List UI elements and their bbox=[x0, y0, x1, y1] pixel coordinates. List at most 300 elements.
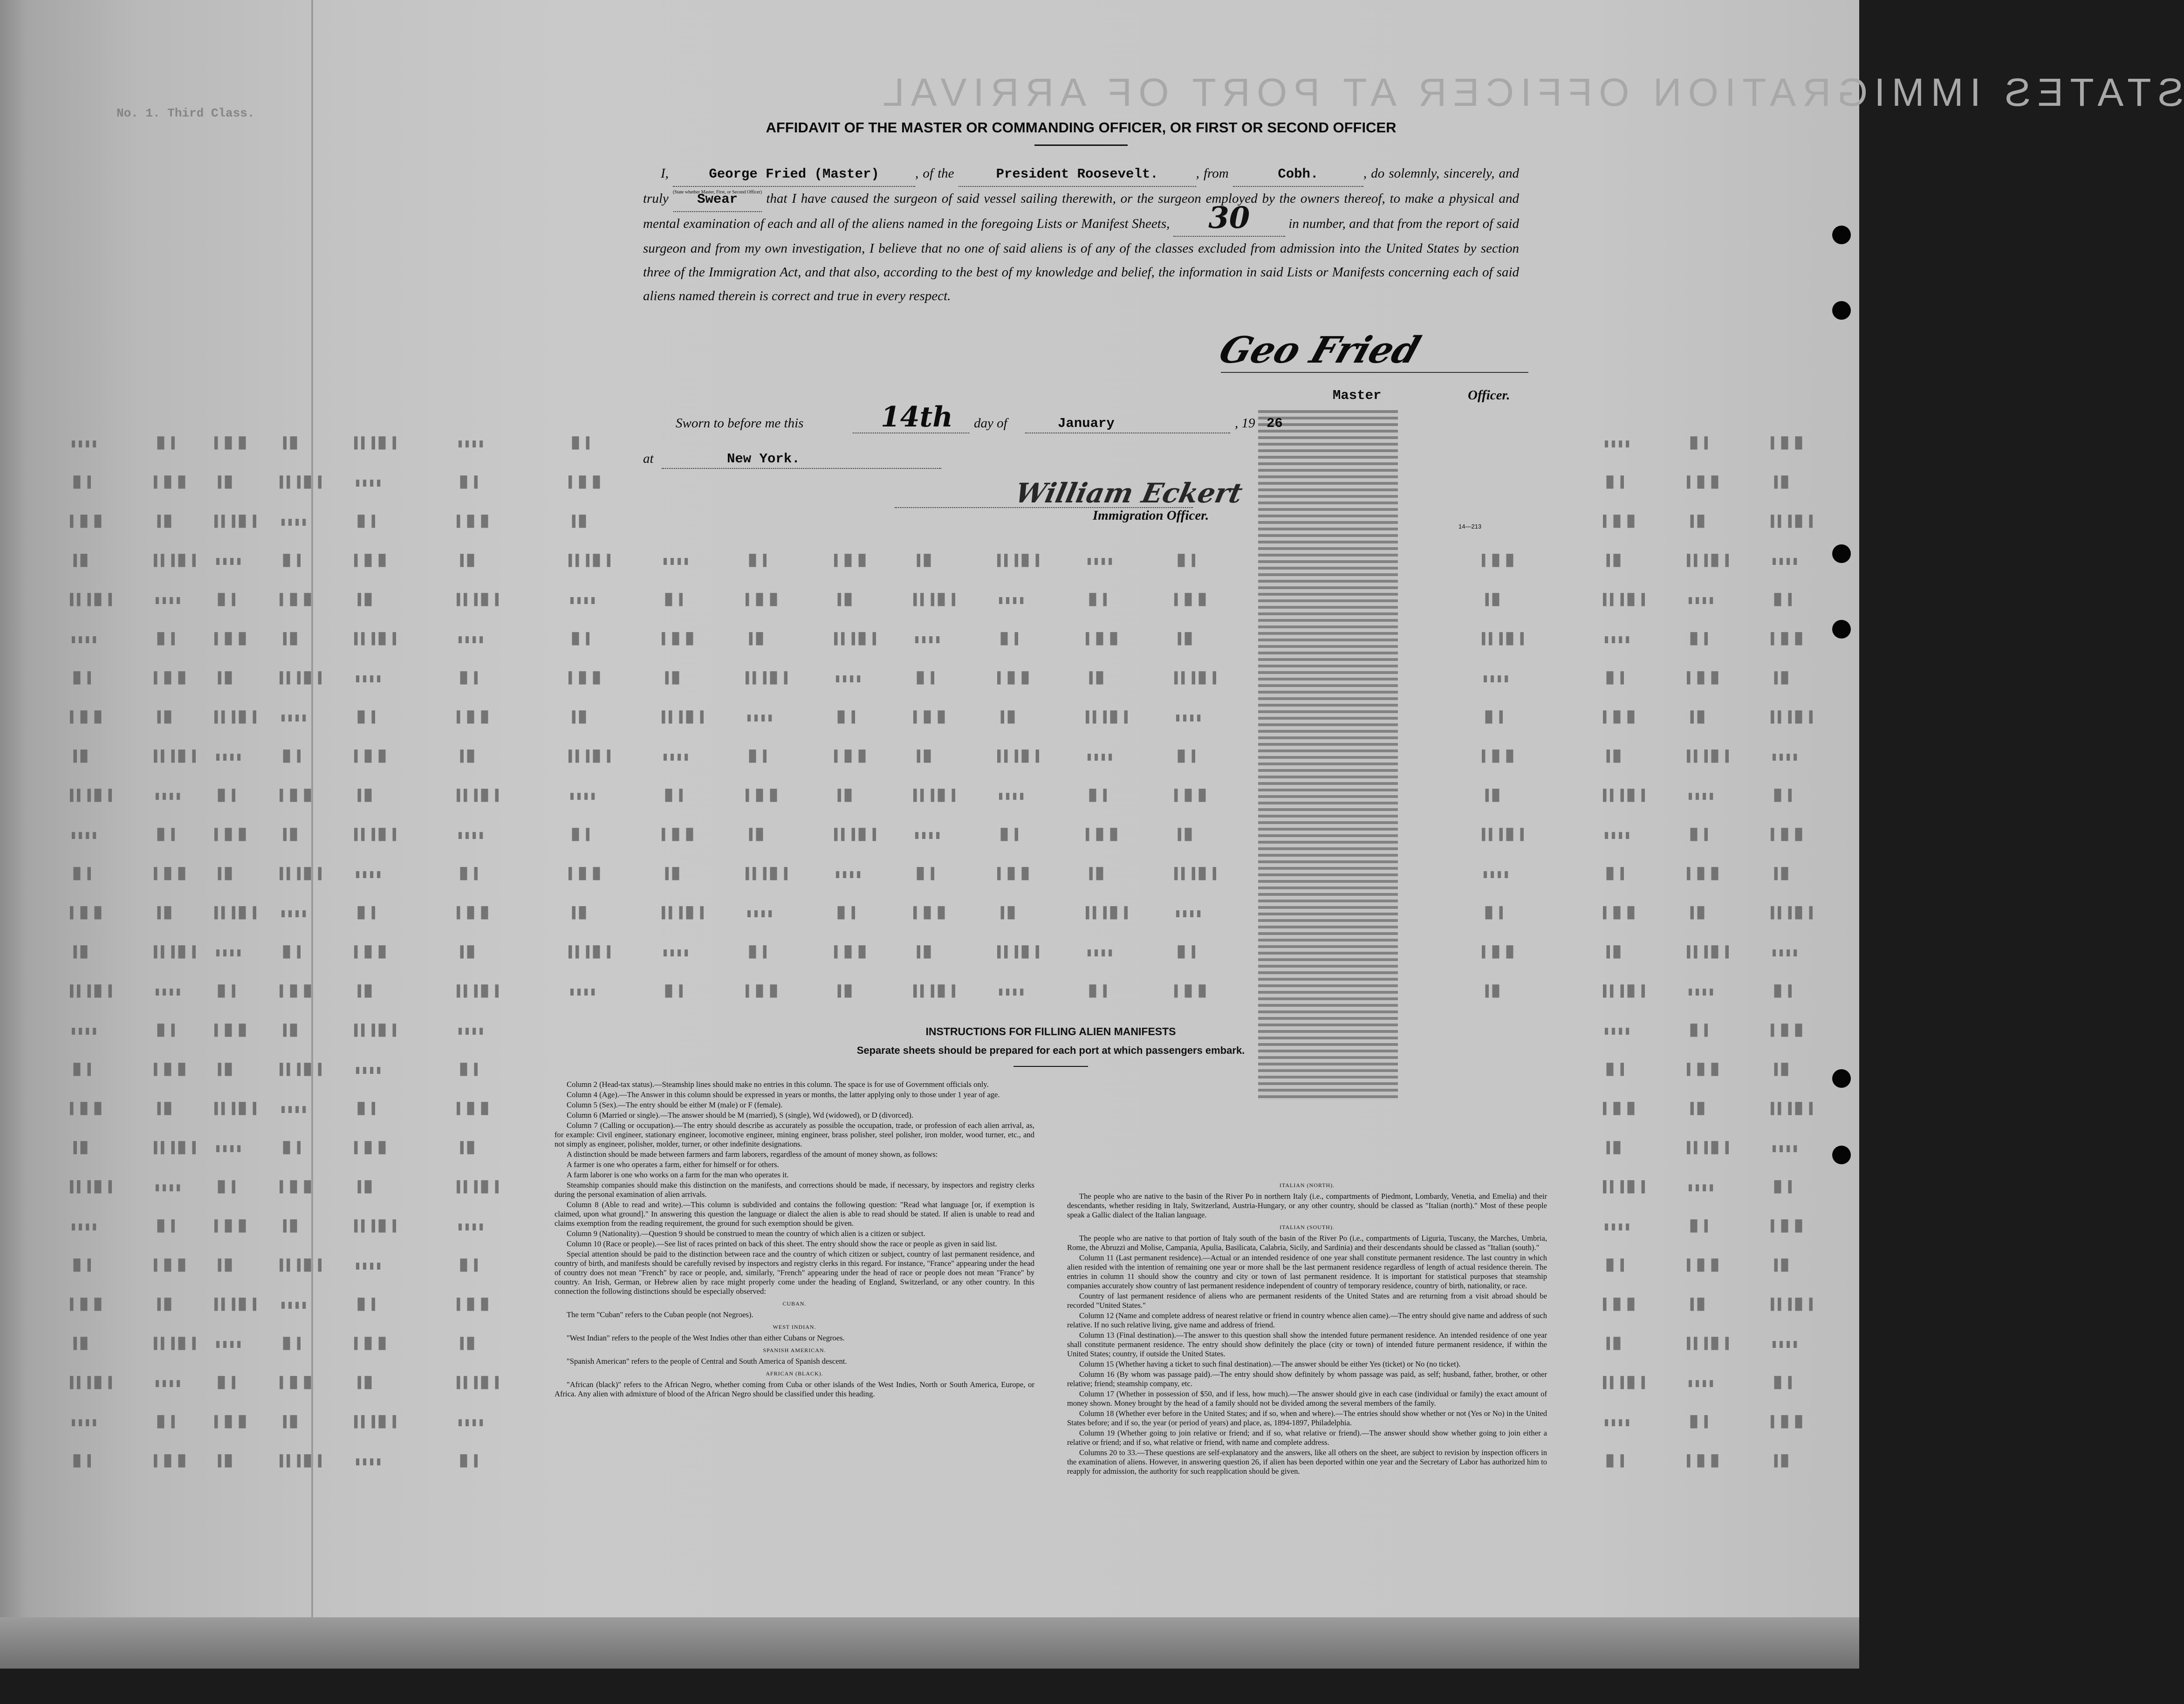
bleed-through-mark: ▐▌▐ bbox=[1603, 1454, 1624, 1468]
bleed-through-mark: ▐▌▐ bbox=[1174, 749, 1196, 763]
instruction-paragraph: Column 5 (Sex).—The entry should be either M (male) or F (female). bbox=[567, 1100, 783, 1109]
bleed-through-mark: ▐▌▐ bbox=[1771, 593, 1792, 606]
bleed-through-mark: ▐▌▐ bbox=[1174, 945, 1196, 959]
bleed-through-mark: ▐▌▐ bbox=[70, 867, 91, 880]
bleed-through-mark: ▌▐▌▐▌ bbox=[354, 749, 390, 763]
bleed-through-mark: ▐▌▐ bbox=[70, 1454, 91, 1468]
bleed-through-mark: ▮▮▮▮ bbox=[746, 907, 774, 921]
bleed-through-mark: ▌▐▌▐▌ bbox=[457, 515, 492, 528]
bleed-through-mark: ▐▐▌ bbox=[1771, 1258, 1792, 1272]
punch-hole bbox=[1832, 544, 1851, 563]
oath-body-1: that I have caused the surgeon of said vessel sailing therewith, or the surgeon employed by the owners thereof, to make a physical and mental examination of each and all of the aliens named in the foregoing Lists or Manifest Sheets, bbox=[643, 191, 1520, 231]
bleed-through-mark: ▌▌▐▐▌▐ bbox=[1603, 593, 1645, 606]
bleed-through-row bbox=[0, 671, 1859, 690]
bleed-through-mark: ▌▐▌▐▌ bbox=[214, 1219, 250, 1233]
bleed-through-mark: ▐▌▐ bbox=[1771, 984, 1792, 998]
italian-north-text: The people who are native to the basin of the River Po in northern Italy (i.e., compartments of Piedmont, Lombardy, Venetia, and Emelia) and their descendants, whether residing in Italy, Switzerland, Austria-Hungary, or any other country, should be classed as "Italian (north)." Most of these people speak a Gallic dialect of the Italian language. bbox=[1067, 1192, 1547, 1219]
bleed-through-mark: ▮▮▮▮ bbox=[1771, 750, 1799, 764]
bleed-through-mark: ▌▌▐▐▌▐ bbox=[1482, 828, 1524, 841]
bleed-through-mark: ▐▐▌ bbox=[913, 749, 935, 763]
instruction-paragraph: Column 15 (Whether having a ticket to such final destination).—The answer should be either Yes (ticket) or No (no ticket). bbox=[1079, 1360, 1461, 1368]
bleed-through-mark: ▐▐▌ bbox=[354, 984, 376, 998]
bleed-through-mark: ▮▮▮▮ bbox=[280, 907, 308, 921]
bleed-through-mark: ▐▐▌ bbox=[1482, 984, 1503, 998]
bleed-through-mark: ▮▮▮▮ bbox=[568, 594, 597, 607]
bleed-through-mark: ▮▮▮▮ bbox=[1687, 985, 1715, 999]
bleed-through-mark: ▌▌▐▐▌▐ bbox=[354, 436, 397, 450]
bleed-through-mark: ▌▐▌▐▌ bbox=[1687, 1454, 1722, 1468]
bleed-through-mark: ▐▌▐ bbox=[280, 1141, 301, 1154]
day-line bbox=[853, 432, 969, 433]
bleed-through-mark: ▌▌▐▐▌▐ bbox=[1174, 671, 1217, 685]
from-label: , from bbox=[1196, 166, 1229, 181]
bleed-through-mark: ▐▐▌ bbox=[1603, 945, 1624, 959]
bleed-through-mark: ▌▐▌▐▌ bbox=[1687, 1258, 1722, 1272]
bleed-through-mark: ▮▮▮▮ bbox=[1771, 555, 1799, 568]
bleed-through-mark: ▮▮▮▮ bbox=[457, 1024, 485, 1038]
bleed-through-mark: ▌▌▐▐▌▐ bbox=[662, 906, 704, 920]
bleed-through-mark: ▌▌▐▐▌▐ bbox=[280, 475, 322, 489]
bleed-through-mark: ▮▮▮▮ bbox=[154, 790, 182, 803]
instruction-paragraph: Column 17 (Whether in possession of $50, and if less, how much).—The answer should give in each case (individual or family) the exact amount of money shown. Money brought by the head of a family should not be divided among the several members of the family. bbox=[1067, 1389, 1547, 1408]
instruction-paragraph: Column 7 (Calling or occupation).—The entry should describe as accurately as possible the occupation, trade, or profession of each alien arrival, as, for example: Civil engineer, stationary engineer, locomotive engineer, mining engineer, brass polisher, steel polisher, iron molder, wood turner, etc., and not simply as engineer, polisher, molder, turner, or other indefinite designations. bbox=[555, 1121, 1034, 1148]
bleed-through-mark: ▌▌▐▐▌▐ bbox=[214, 710, 257, 724]
bleed-through-mark: ▐▐▌ bbox=[354, 1376, 376, 1389]
bleed-through-mark: ▌▐▌▐▌ bbox=[1603, 710, 1638, 724]
bleed-through-mark: ▐▌▐ bbox=[1086, 789, 1107, 802]
bleed-through-mark: ▮▮▮▮ bbox=[1086, 946, 1114, 960]
bleed-through-mark: ▌▐▌▐▌ bbox=[1687, 475, 1722, 489]
bleed-through-mark: ▌▌▐▐▌▐ bbox=[662, 710, 704, 724]
title-rule bbox=[1034, 144, 1128, 146]
bleed-through-row bbox=[0, 945, 1859, 964]
bleed-through-mark: ▌▐▌▐▌ bbox=[913, 710, 949, 724]
bleed-through-mark: ▌▐▌▐▌ bbox=[1687, 867, 1722, 880]
affidavit-text bbox=[643, 162, 1519, 308]
bleed-through-mark: ▐▐▌ bbox=[1174, 828, 1196, 841]
spanish-american-text: "Spanish American" refers to the people of Central and South America of Spanish descent. bbox=[567, 1357, 847, 1366]
bleed-through-mark: ▌▌▐▐▌▐ bbox=[354, 828, 397, 841]
bleed-through-mark: ▮▮▮▮ bbox=[280, 1299, 308, 1312]
bleed-through-mark: ▌▌▐▐▌▐ bbox=[1771, 1298, 1813, 1311]
bleed-through-mark: ▌▐▌▐▌ bbox=[834, 749, 869, 763]
bleed-through-mark: ▮▮▮▮ bbox=[1687, 1377, 1715, 1390]
bleed-through-row bbox=[0, 593, 1859, 612]
bleed-through-mark: ▐▐▌ bbox=[1687, 1298, 1708, 1311]
bleed-through-mark: ▐▌▐ bbox=[1174, 554, 1196, 567]
officer-note: (State whether Master, First, or Second Officer) bbox=[673, 190, 762, 195]
instruction-paragraph: A farmer is one who operates a farm, either for himself or for others. bbox=[567, 1160, 779, 1169]
bleed-through-mark: ▌▌▐▐▌▐ bbox=[354, 1415, 397, 1429]
of-the-label: , of the bbox=[915, 166, 954, 181]
bleed-through-mark: ▐▐▌ bbox=[746, 632, 767, 646]
bleed-through-mark: ▌▐▌▐▌ bbox=[280, 1180, 315, 1194]
bleed-through-mark: ▮▮▮▮ bbox=[70, 633, 98, 646]
bleed-through-mark: ▌▐▌▐▌ bbox=[70, 1298, 105, 1311]
cuban-heading: CUBAN. bbox=[782, 1300, 807, 1307]
italian-south-heading: ITALIAN (SOUTH). bbox=[1280, 1224, 1335, 1230]
spanish-american-heading: SPANISH AMERICAN. bbox=[763, 1347, 826, 1354]
bleed-through-mark: ▌▐▌▐▌ bbox=[1603, 1102, 1638, 1115]
bleed-through-mark: ▌▌▐▐▌▐ bbox=[1482, 632, 1524, 646]
bleed-through-mark: ▌▐▌▐▌ bbox=[154, 475, 189, 489]
bleed-through-mark: ▌▌▐▐▌▐ bbox=[354, 1024, 397, 1037]
instructions-title: INSTRUCTIONS FOR FILLING ALIEN MANIFESTS bbox=[925, 1025, 1176, 1038]
day-of-label: day of bbox=[974, 416, 1007, 431]
bleed-through-mark: ▐▌▐ bbox=[280, 554, 301, 567]
year-prefix: , 19 bbox=[1235, 416, 1255, 431]
sworn-place: New York. bbox=[727, 451, 800, 467]
bleed-through-mark: ▌▐▌▐▌ bbox=[280, 1376, 315, 1389]
bleed-through-row bbox=[0, 828, 1859, 846]
bleed-through-mark: ▌▐▌▐▌ bbox=[154, 1454, 189, 1468]
bleed-through-mark: ▌▌▐▐▌▐ bbox=[997, 749, 1040, 763]
instruction-paragraph: A farm laborer is one who works on a farm for the man who operates it. bbox=[567, 1170, 789, 1179]
port-from: Cobh. bbox=[1278, 166, 1319, 182]
bleed-through-mark: ▮▮▮▮ bbox=[280, 515, 308, 529]
bleed-through-mark: ▐▌▐ bbox=[1687, 632, 1708, 646]
bleed-through-mark: ▌▐▌▐▌ bbox=[154, 1063, 189, 1076]
bleed-through-mark: ▌▐▌▐▌ bbox=[1771, 828, 1806, 841]
bleed-through-mark: ▌▐▌▐▌ bbox=[354, 554, 390, 567]
bleed-through-row bbox=[0, 710, 1859, 729]
bleed-through-mark: ▐▐▌ bbox=[568, 515, 590, 528]
bleed-through-mark: ▐▌▐ bbox=[1086, 984, 1107, 998]
instruction-paragraph: Column 13 (Final destination).—The answer to this question shall show the intended future permanent residence. An intended residence of one year shall constitute permanent residence. The entry should show definitely the place (city or town) of intended future permanent residence, if within the United States; country, if outside the United States. bbox=[1067, 1331, 1547, 1358]
bleed-through-mark: ▐▌▐ bbox=[1771, 1376, 1792, 1389]
bleed-through-mark: ▮▮▮▮ bbox=[834, 672, 863, 686]
bleed-through-mark: ▌▐▌▐▌ bbox=[746, 984, 781, 998]
bleed-through-mark: ▌▌▐▐▌▐ bbox=[457, 1376, 499, 1389]
bleed-through-mark: ▮▮▮▮ bbox=[1482, 868, 1510, 881]
bleed-through-mark: ▐▐▌ bbox=[913, 554, 935, 567]
bleed-through-mark: ▮▮▮▮ bbox=[280, 1103, 308, 1116]
bleed-through-mark: ▮▮▮▮ bbox=[457, 633, 485, 646]
bleed-through-mark: ▐▐▌ bbox=[1603, 749, 1624, 763]
bleed-through-mark: ▮▮▮▮ bbox=[997, 985, 1026, 999]
bleed-through-mark: ▐▌▐ bbox=[1482, 710, 1503, 724]
class-stamp: No. 1. Third Class. bbox=[116, 106, 255, 120]
bleed-through-mark: ▌▌▐▐▌▐ bbox=[280, 671, 322, 685]
bleed-through-mark: ▐▌▐ bbox=[354, 1298, 376, 1311]
bleed-through-mark: ▐▌▐ bbox=[1687, 1024, 1708, 1037]
bleed-through-mark: ▐▐▌ bbox=[214, 867, 236, 880]
bleed-through-mark: ▐▐▌ bbox=[154, 1298, 175, 1311]
bleed-through-mark: ▌▐▌▐▌ bbox=[662, 828, 697, 841]
bleed-through-mark: ▌▐▌▐▌ bbox=[1603, 1298, 1638, 1311]
bleed-through-mark: ▐▐▌ bbox=[280, 1024, 301, 1037]
bleed-through-mark: ▮▮▮▮ bbox=[354, 1455, 383, 1469]
bleed-through-mark: ▌▌▐▐▌▐ bbox=[154, 749, 196, 763]
bleed-through-mark: ▐▌▐ bbox=[1603, 671, 1624, 685]
bleed-through-mark: ▌▌▐▐▌▐ bbox=[154, 554, 196, 567]
bleed-through-mark: ▌▐▌▐▌ bbox=[1603, 906, 1638, 920]
bleed-through-mark: ▐▌▐ bbox=[1687, 828, 1708, 841]
bleed-through-mark: ▐▐▌ bbox=[834, 789, 856, 802]
bleed-through-mark: ▌▐▌▐▌ bbox=[913, 906, 949, 920]
bleed-through-mark: ▮▮▮▮ bbox=[1771, 946, 1799, 960]
bleed-through-mark: ▌▌▐▐▌▐ bbox=[568, 554, 611, 567]
bleed-through-mark: ▐▐▌ bbox=[1603, 1337, 1624, 1350]
instructions-subtitle: Separate sheets should be prepared for each port at which passengers embark. bbox=[856, 1044, 1245, 1056]
bleed-through-mark: ▐▐▌ bbox=[913, 945, 935, 959]
bleed-through-mark: ▌▌▐▐▌▐ bbox=[280, 1454, 322, 1468]
bleed-through-mark: ▐▌▐ bbox=[154, 1415, 175, 1429]
bleed-through-mark: ▐▌▐ bbox=[154, 1219, 175, 1233]
bleed-through-mark: ▮▮▮▮ bbox=[913, 829, 942, 842]
bleed-through-mark: ▌▌▐▐▌▐ bbox=[154, 945, 196, 959]
bleed-through-mark: ▐▐▌ bbox=[214, 1258, 236, 1272]
bleed-through-mark: ▌▌▐▐▌▐ bbox=[1771, 515, 1813, 528]
bleed-through-mark: ▐▌▐ bbox=[70, 1258, 91, 1272]
bleed-through-mark: ▌▐▌▐▌ bbox=[1603, 515, 1638, 528]
reversed-heading: STATES IMMIGRATION OFFICER AT PORT OF ARRIVAL bbox=[876, 70, 2184, 114]
bleed-through-mark: ▮▮▮▮ bbox=[1687, 594, 1715, 607]
bleed-through-mark: ▮▮▮▮ bbox=[214, 555, 243, 568]
vessel-name: President Roosevelt. bbox=[996, 166, 1158, 182]
instruction-paragraph: Columns 20 to 33.—These questions are self-explanatory and the answers, like all others on the sheet, are subject to revision by inspection officers in the examination of aliens. However, in answering question 26, if alien has been deported within one year and the Secretary of Labor has authorized him to reapply for admission, the authority for such reapplication should be given. bbox=[1067, 1448, 1547, 1476]
bleed-through-mark: ▐▌▐ bbox=[746, 554, 767, 567]
bleed-through-mark: ▌▌▐▐▌▐ bbox=[354, 632, 397, 646]
bleed-through-mark: ▐▌▐ bbox=[662, 593, 683, 606]
bleed-through-mark: ▌▐▌▐▌ bbox=[1771, 1024, 1806, 1037]
bleed-through-mark: ▐▐▌ bbox=[154, 1102, 175, 1115]
month: January bbox=[1058, 416, 1115, 431]
bleed-through-mark: ▌▌▐▐▌▐ bbox=[568, 945, 611, 959]
bleed-through-mark: ▌▌▐▐▌▐ bbox=[1771, 906, 1813, 920]
bleed-through-mark: ▌▌▐▐▌▐ bbox=[834, 828, 876, 841]
instruction-paragraph: Column 12 (Name and complete address of nearest relative or friend in country whence alien came).—The entry should give name and address of such relative. If no such relative living, give name and address of friend. bbox=[1067, 1311, 1547, 1329]
bleed-through-mark: ▐▐▌ bbox=[70, 1337, 91, 1350]
bleed-through-mark: ▌▌▐▐▌▐ bbox=[70, 1376, 112, 1389]
bleed-through-mark: ▮▮▮▮ bbox=[354, 476, 383, 490]
bleed-through-mark: ▌▐▌▐▌ bbox=[214, 828, 250, 841]
bottom-page-edge bbox=[0, 1617, 1859, 1669]
bleed-through-mark: ▌▌▐▐▌▐ bbox=[997, 554, 1040, 567]
bleed-through-mark: ▐▌▐ bbox=[662, 789, 683, 802]
bleed-through-mark: ▌▐▌▐▌ bbox=[280, 984, 315, 998]
bleed-through-mark: ▐▌▐ bbox=[568, 828, 590, 841]
instruction-paragraph: Column 9 (Nationality).—Question 9 should be construed to mean the country of which alien is a citizen or subject. bbox=[567, 1229, 925, 1238]
bleed-through-mark: ▌▐▌▐▌ bbox=[1482, 554, 1517, 567]
bleed-through-mark: ▮▮▮▮ bbox=[457, 1416, 485, 1429]
bleed-through-mark: ▮▮▮▮ bbox=[1086, 555, 1114, 568]
bleed-through-mark: ▮▮▮▮ bbox=[354, 868, 383, 881]
bleed-through-mark: ▌▐▌▐▌ bbox=[1771, 632, 1806, 646]
bleed-through-mark: ▌▐▌▐▌ bbox=[280, 789, 315, 802]
instruction-paragraph: Column 2 (Head-tax status).—Steamship lines should make no entries in this column. The space is for use of Government officials only. bbox=[567, 1080, 989, 1089]
bleed-through-mark: ▌▐▌▐▌ bbox=[154, 1258, 189, 1272]
sworn-label: Sworn to before me this bbox=[676, 416, 804, 431]
instructions bbox=[555, 1025, 1547, 1477]
oath-body-2: in number, and that from the report of said surgeon and from my own investigation, I believe that no one of said aliens is of any of the classes excluded from admission into the United States by section three of the Immigration Act, and that also, according to the best of my knowledge and belief, the information in said Lists or Manifests concerning each of said aliens named therein is correct and true in every respect. bbox=[643, 216, 1519, 303]
bleed-through-mark: ▌▐▌▐▌ bbox=[214, 632, 250, 646]
bleed-through-mark: ▐▐▌ bbox=[662, 671, 683, 685]
affidavit bbox=[643, 119, 1519, 308]
bleed-through-mark: ▐▐▌ bbox=[70, 554, 91, 567]
bleed-through-mark: ▮▮▮▮ bbox=[1771, 1142, 1799, 1155]
bleed-through-mark: ▌▌▐▐▌▐ bbox=[1174, 867, 1217, 880]
bleed-through-mark: ▌▐▌▐▌ bbox=[746, 789, 781, 802]
bleed-through-mark: ▐▐▌ bbox=[1771, 1063, 1792, 1076]
bleed-through-mark: ▐▌▐ bbox=[457, 1454, 478, 1468]
bleed-through-mark: ▐▌▐ bbox=[154, 1024, 175, 1037]
bleed-through-mark: ▌▌▐▐▌▐ bbox=[1687, 945, 1729, 959]
instruction-paragraph: Column 16 (By whom was passage paid).—The entry should show definitely by whom passage was paid, as self; husband, father, brother, or other relative; friend; steamship company, etc. bbox=[1067, 1370, 1547, 1388]
immigration-officer-signature: William Eckert bbox=[1012, 477, 1246, 509]
bleed-through-mark: ▮▮▮▮ bbox=[1174, 907, 1203, 921]
bleed-through-mark: ▌▌▐▐▌▐ bbox=[1687, 554, 1729, 567]
bleed-through-mark: ▮▮▮▮ bbox=[1603, 1024, 1631, 1038]
bleed-through-row bbox=[0, 906, 1859, 925]
bleed-through-mark: ▌▐▌▐▌ bbox=[568, 671, 604, 685]
bleed-through-mark: ▮▮▮▮ bbox=[1174, 711, 1203, 725]
bleed-through-mark: ▌▐▌▐▌ bbox=[1086, 828, 1121, 841]
bleed-through-mark: ▮▮▮▮ bbox=[997, 594, 1026, 607]
african-heading: AFRICAN (BLACK). bbox=[766, 1370, 823, 1377]
bleed-through-mark: ▐▌▐ bbox=[214, 1376, 236, 1389]
instruction-paragraph: Column 18 (Whether ever before in the United States; and if so, when and where).—The entries should show whether or not (Yes or No) in the United States before; and if so, the year (or period of years) and place, as, 1894-1897, Philadelphia. bbox=[1067, 1409, 1547, 1427]
bleed-through-mark: ▮▮▮▮ bbox=[70, 1220, 98, 1234]
bleed-through-mark: ▌▌▐▐▌▐ bbox=[457, 593, 499, 606]
bleed-through-mark: ▐▌▐ bbox=[746, 749, 767, 763]
bleed-through-mark: ▌▐▌▐▌ bbox=[1687, 1063, 1722, 1076]
bleed-through-row bbox=[0, 632, 1859, 651]
bleed-through-mark: ▐▐▌ bbox=[1771, 1454, 1792, 1468]
bleed-through-mark: ▐▌▐ bbox=[1086, 593, 1107, 606]
bleed-through-mark: ▮▮▮▮ bbox=[70, 1416, 98, 1429]
bleed-through-mark: ▐▌▐ bbox=[913, 867, 935, 880]
bleed-through-mark: ▮▮▮▮ bbox=[154, 1181, 182, 1195]
bleed-through-mark: ▌▌▐▐▌▐ bbox=[1603, 789, 1645, 802]
bleed-through-mark: ▐▐▌ bbox=[834, 984, 856, 998]
instruction-paragraph: Column 10 (Race or people).—See list of races printed on back of this sheet. The entry should show the race or people as given in said list. bbox=[567, 1239, 997, 1248]
bleed-through-mark: ▌▐▌▐▌ bbox=[70, 710, 105, 724]
bleed-through-mark: ▮▮▮▮ bbox=[354, 1259, 383, 1273]
bleed-through-row bbox=[0, 436, 1859, 455]
bleed-through-row bbox=[0, 984, 1859, 1003]
bleed-through-mark: ▐▐▌ bbox=[280, 632, 301, 646]
bleed-through-mark: ▮▮▮▮ bbox=[1482, 672, 1510, 686]
bleed-through-mark: ▮▮▮▮ bbox=[154, 594, 182, 607]
bleed-through-mark: ▮▮▮▮ bbox=[1603, 437, 1631, 451]
bleed-through-mark: ▐▌▐ bbox=[354, 1102, 376, 1115]
bleed-through-mark: ▌▐▌▐▌ bbox=[354, 1337, 390, 1350]
bleed-through-mark: ▌▌▐▐▌▐ bbox=[746, 867, 788, 880]
bleed-through-mark: ▌▐▌▐▌ bbox=[457, 710, 492, 724]
bleed-through-mark: ▌▌▐▐▌▐ bbox=[1603, 984, 1645, 998]
west-indian-text: "West Indian" refers to the people of the West Indies other than either Cubans or Negroes. bbox=[567, 1333, 845, 1342]
oath-word: Swear bbox=[697, 192, 738, 207]
bleed-through-mark: ▐▌▐ bbox=[214, 593, 236, 606]
bleed-through-mark: ▐▌▐ bbox=[354, 710, 376, 724]
bleed-through-mark: ▌▐▌▐▌ bbox=[834, 945, 869, 959]
bleed-through-mark: ▐▌▐ bbox=[154, 436, 175, 450]
bleed-through-mark: ▮▮▮▮ bbox=[70, 829, 98, 842]
bleed-through-mark: ▐▐▌ bbox=[457, 945, 478, 959]
bleed-through-mark: ▐▐▌ bbox=[457, 749, 478, 763]
bleed-through-row bbox=[0, 867, 1859, 886]
bleed-through-mark: ▌▌▐▐▌▐ bbox=[997, 945, 1040, 959]
italian-north-heading: ITALIAN (NORTH). bbox=[1279, 1182, 1335, 1189]
bleed-through-mark: ▐▌▐ bbox=[834, 710, 856, 724]
bleed-through-mark: ▌▌▐▐▌▐ bbox=[154, 1141, 196, 1154]
bleed-through-mark: ▐▐▌ bbox=[70, 1141, 91, 1154]
bleed-through-mark: ▮▮▮▮ bbox=[1603, 1416, 1631, 1429]
at-label: at bbox=[643, 451, 654, 466]
bleed-through-mark: ▌▐▌▐▌ bbox=[1771, 1219, 1806, 1233]
bleed-through-mark: ▌▌▐▐▌▐ bbox=[457, 789, 499, 802]
bleed-through-mark: ▐▌▐ bbox=[662, 984, 683, 998]
bleed-through-mark: ▌▐▌▐▌ bbox=[154, 671, 189, 685]
bleed-through-mark: ▌▐▌▐▌ bbox=[746, 593, 781, 606]
bleed-through-mark: ▮▮▮▮ bbox=[662, 750, 690, 764]
bleed-through-mark: ▐▌▐ bbox=[70, 475, 91, 489]
bleed-through-mark: ▐▐▌ bbox=[1482, 789, 1503, 802]
bleed-through-mark: ▌▐▌▐▌ bbox=[214, 1024, 250, 1037]
bleed-through-mark: ▐▌▐ bbox=[70, 671, 91, 685]
bleed-through-mark: ▐▐▌ bbox=[354, 789, 376, 802]
bleed-through-mark: ▐▌▐ bbox=[280, 749, 301, 763]
bleed-through-mark: ▌▌▐▐▌▐ bbox=[1771, 710, 1813, 724]
bleed-through-mark: ▌▌▐▐▌▐ bbox=[214, 1102, 257, 1115]
bleed-through-mark: ▐▐▌ bbox=[280, 828, 301, 841]
officer-name: George Fried (Master) bbox=[709, 166, 879, 182]
bleed-through-mark: ▌▌▐▐▌▐ bbox=[214, 906, 257, 920]
bleed-through-mark: ▌▌▐▐▌▐ bbox=[913, 789, 956, 802]
bleed-through-mark: ▐▐▌ bbox=[1687, 906, 1708, 920]
bleed-through-mark: ▐▌▐ bbox=[70, 1063, 91, 1076]
bleed-through-mark: ▌▌▐▐▌▐ bbox=[70, 1180, 112, 1194]
bleed-through-row bbox=[0, 749, 1859, 768]
bleed-through-mark: ▌▐▌▐▌ bbox=[280, 593, 315, 606]
bleed-through-mark: ▮▮▮▮ bbox=[70, 437, 98, 451]
bleed-through-mark: ▌▐▌▐▌ bbox=[1687, 671, 1722, 685]
bleed-through-mark: ▌▌▐▐▌▐ bbox=[457, 984, 499, 998]
bleed-through-mark: ▐▐▌ bbox=[457, 1141, 478, 1154]
bleed-through-mark: ▐▌▐ bbox=[457, 671, 478, 685]
bleed-through-mark: ▌▐▌▐▌ bbox=[457, 1102, 492, 1115]
bleed-through-mark: ▌▌▐▐▌▐ bbox=[913, 984, 956, 998]
bleed-through-mark: ▐▐▌ bbox=[457, 1337, 478, 1350]
bleed-through-mark: ▌▌▐▐▌▐ bbox=[913, 593, 956, 606]
bleed-through-mark: ▐▌▐ bbox=[457, 475, 478, 489]
bleed-through-mark: ▮▮▮▮ bbox=[354, 672, 383, 686]
bleed-through-mark: ▌▐▌▐▌ bbox=[214, 1415, 250, 1429]
bleed-through-mark: ▐▐▌ bbox=[154, 906, 175, 920]
bleed-through-mark: ▐▌▐ bbox=[214, 1180, 236, 1194]
bleed-through-mark: ▌▌▐▐▌▐ bbox=[457, 1180, 499, 1194]
bleed-through-mark: ▐▐▌ bbox=[1482, 593, 1503, 606]
bleed-through-mark: ▐▌▐ bbox=[913, 671, 935, 685]
bleed-through-mark: ▌▌▐▐▌▐ bbox=[214, 515, 257, 528]
bleed-through-mark: ▌▐▌▐▌ bbox=[457, 1298, 492, 1311]
bleed-through-mark: ▌▌▐▐▌▐ bbox=[1687, 1337, 1729, 1350]
bleed-through-mark: ▐▌▐ bbox=[457, 1258, 478, 1272]
bleed-through-mark: ▐▐▌ bbox=[457, 554, 478, 567]
bleed-through-mark: ▌▐▌▐▌ bbox=[70, 1102, 105, 1115]
bleed-through-mark: ▌▐▌▐▌ bbox=[1174, 984, 1210, 998]
bleed-through-ids bbox=[1258, 410, 1398, 1100]
bleed-through-mark: ▮▮▮▮ bbox=[662, 946, 690, 960]
bleed-through-mark: ▮▮▮▮ bbox=[214, 1142, 243, 1155]
bleed-through-mark: ▌▐▌▐▌ bbox=[834, 554, 869, 567]
bleed-through-mark: ▌▐▌▐▌ bbox=[568, 475, 604, 489]
bleed-through-mark: ▮▮▮▮ bbox=[457, 437, 485, 451]
bleed-through-mark: ▮▮▮▮ bbox=[913, 633, 942, 646]
bleed-through-mark: ▮▮▮▮ bbox=[568, 985, 597, 999]
bleed-through-mark: ▌▌▐▐▌▐ bbox=[70, 984, 112, 998]
